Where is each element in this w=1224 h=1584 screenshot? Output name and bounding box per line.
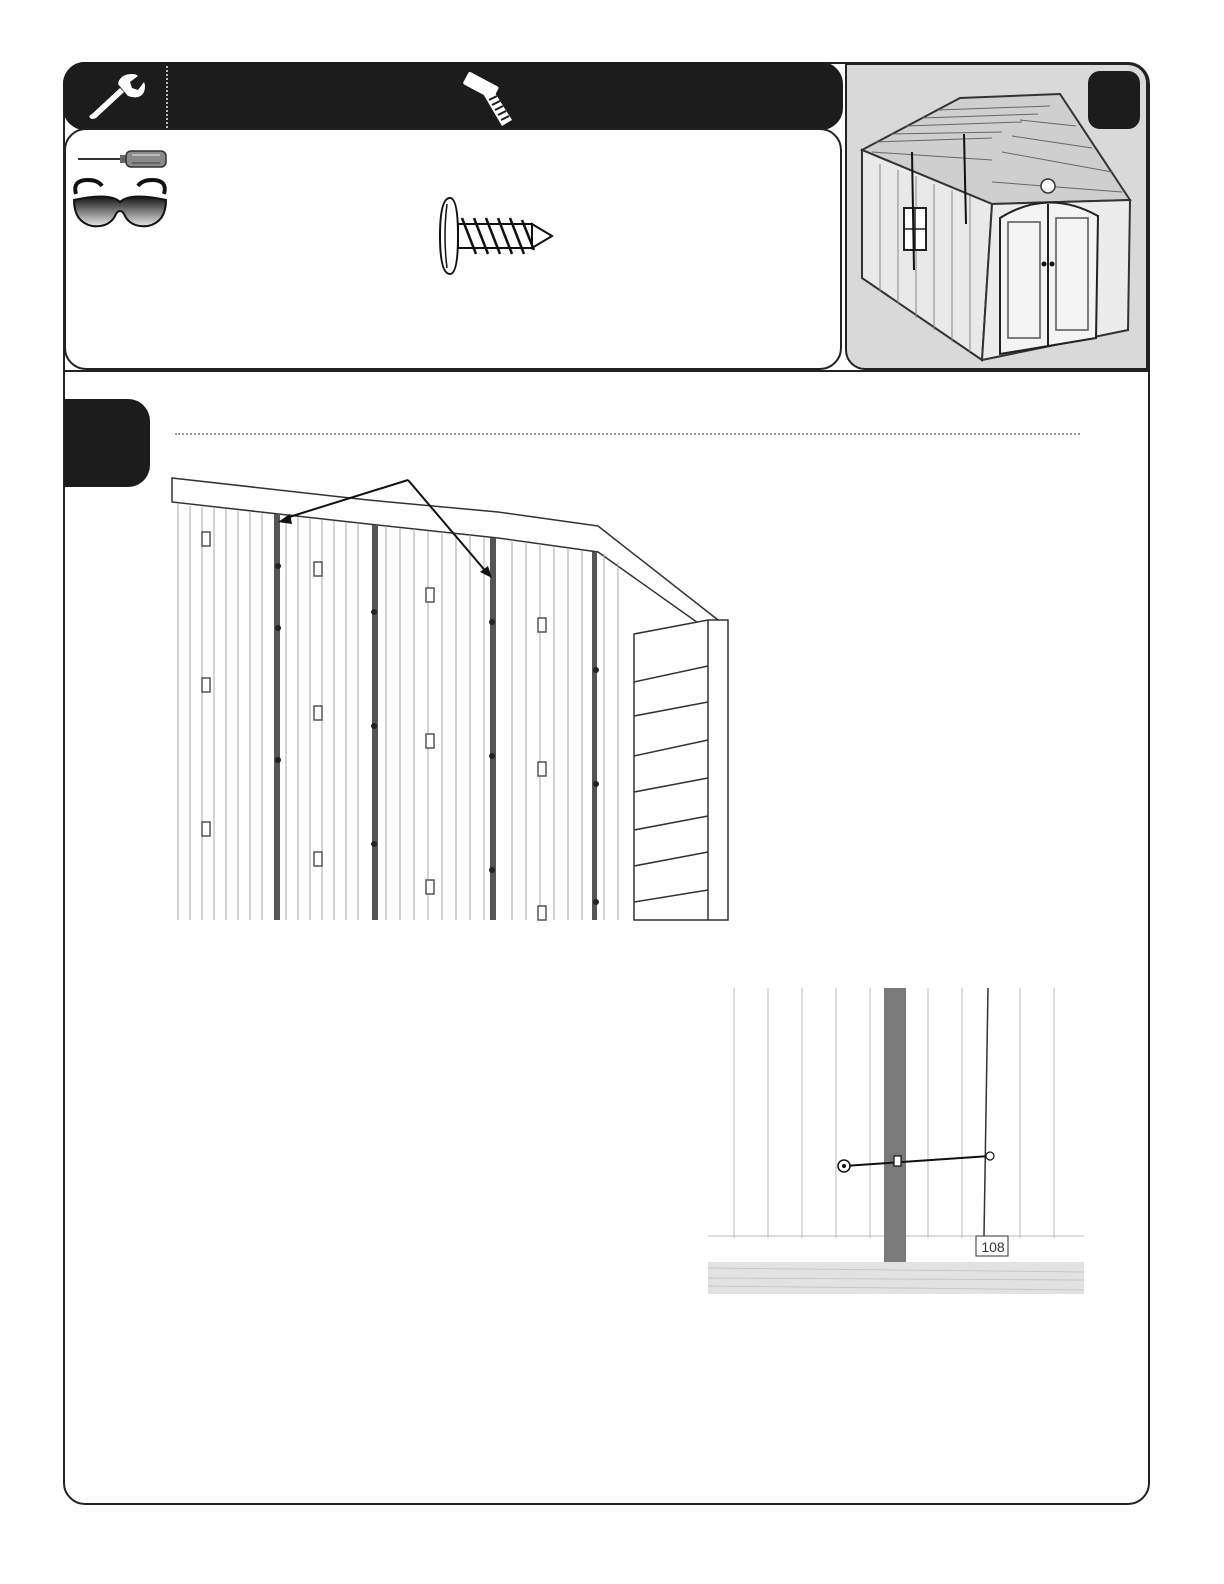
tab-divider (166, 66, 168, 128)
substep-tab (64, 399, 150, 487)
tapping-screw-icon (436, 194, 556, 278)
screwdriver-icon (76, 148, 168, 170)
header-bar (63, 62, 843, 130)
panel-number-label: 108 (981, 1239, 1005, 1255)
dotted-rule (175, 433, 1080, 435)
shed-illustration (852, 92, 1136, 364)
screw-bolt-icon (462, 74, 522, 128)
section-divider (64, 370, 1148, 372)
wall-panels-illustration (168, 470, 738, 922)
wrench-icon (86, 70, 146, 122)
safety-glasses-icon (70, 178, 170, 234)
panel-detail-illustration (708, 988, 1084, 1298)
